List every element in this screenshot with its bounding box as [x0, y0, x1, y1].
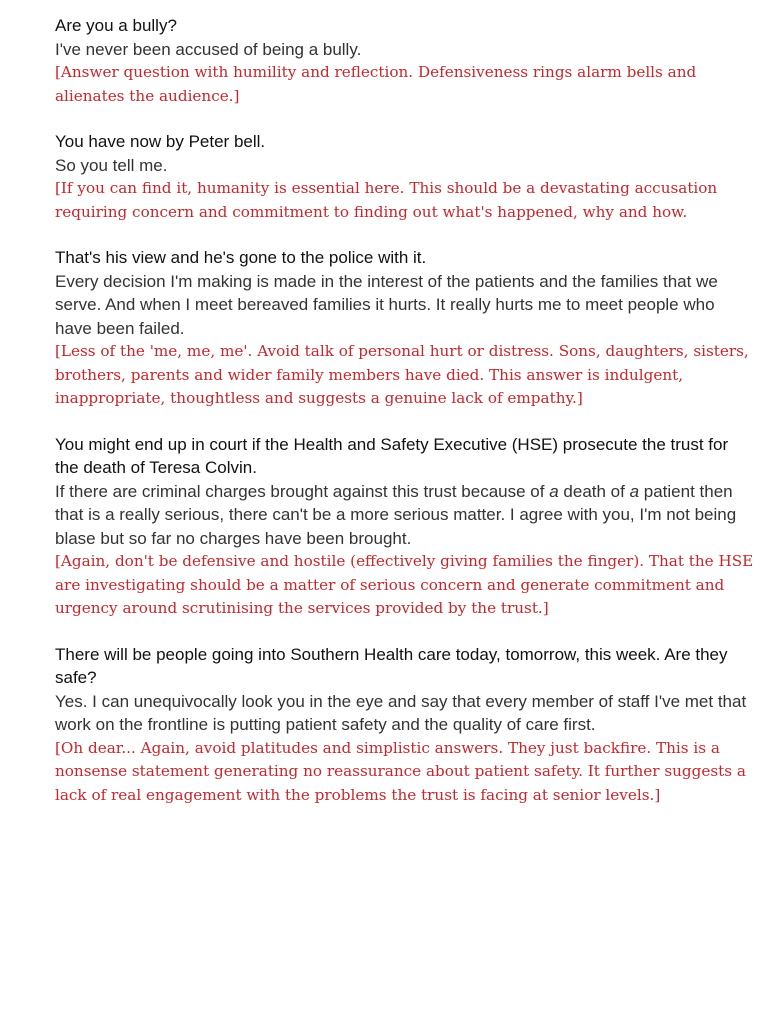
qa-block-police — [55, 246, 755, 411]
interview-question: Are you a bully? — [55, 16, 177, 35]
critique-comment: [Less of the 'me, me, me'. Avoid talk of personal hurt or distress. Sons, daughters, sisters, brothers, parents and wider family members have died. This answer is indulgent, inappropriate, thoughtless and suggests a genuine lack of empathy.] — [55, 342, 749, 407]
critique-comment: [Answer question with humility and reflection. Defensiveness rings alarm bells and alienates the audience.] — [55, 63, 697, 105]
interview-answer: Yes. I can unequivocally look you in the eye and say that every member of staff I've met that work on the frontline is putting patient safety and the quality of care first. — [55, 691, 747, 734]
interview-question: That's his view and he's gone to the police with it. — [55, 248, 427, 267]
interview-answer — [55, 480, 755, 551]
qa-block-peter-bell — [55, 130, 755, 224]
answer-emphasis: a — [629, 481, 640, 501]
qa-block-patient-safety — [55, 643, 755, 808]
qa-block-hse-court — [55, 433, 755, 621]
answer-text: If there are criminal charges brought against this trust because of — [55, 481, 550, 501]
critique-comment: [Again, don't be defensive and hostile (effectively giving families the finger). That the HSE are investigating should be a matter of serious concern and generate commitment and urgency around scrutinising the services provided by the trust.] — [55, 552, 754, 617]
critique-comment: [If you can find it, humanity is essential here. This should be a devastating accusation requiring concern and commitment to finding out what's happened, why and how. — [55, 179, 718, 221]
qa-block-bully — [55, 14, 755, 108]
interview-answer: Every decision I'm making is made in the interest of the patients and the families that we serve. And when I meet bereaved families it hurts. It really hurts me to meet people who have been failed. — [55, 271, 718, 338]
interview-answer: I've never been accused of being a bully. — [55, 39, 362, 59]
interview-question: There will be people going into Southern Health care today, tomorrow, this week. Are they safe? — [55, 644, 728, 687]
document-page — [55, 14, 755, 829]
interview-question: You might end up in court if the Health and Safety Executive (HSE) prosecute the trust for the death of Teresa Colvin. — [55, 434, 729, 477]
interview-answer: So you tell me. — [55, 155, 168, 175]
interview-question: You have now by Peter bell. — [55, 132, 266, 151]
answer-text: death of — [558, 481, 630, 501]
answer-text: patient then that is a really serious, there can't be a more serious matter. I agree with you, I'm not being blase but so far no charges have been brought. — [55, 481, 737, 548]
critique-comment: [Oh dear... Again, avoid platitudes and simplistic answers. They just backfire. This is a nonsense statement generating no reassurance about patient safety. It further suggests a lack of real engagement with the problems the trust is facing at senior levels.] — [55, 738, 746, 804]
answer-emphasis: a — [549, 481, 559, 501]
